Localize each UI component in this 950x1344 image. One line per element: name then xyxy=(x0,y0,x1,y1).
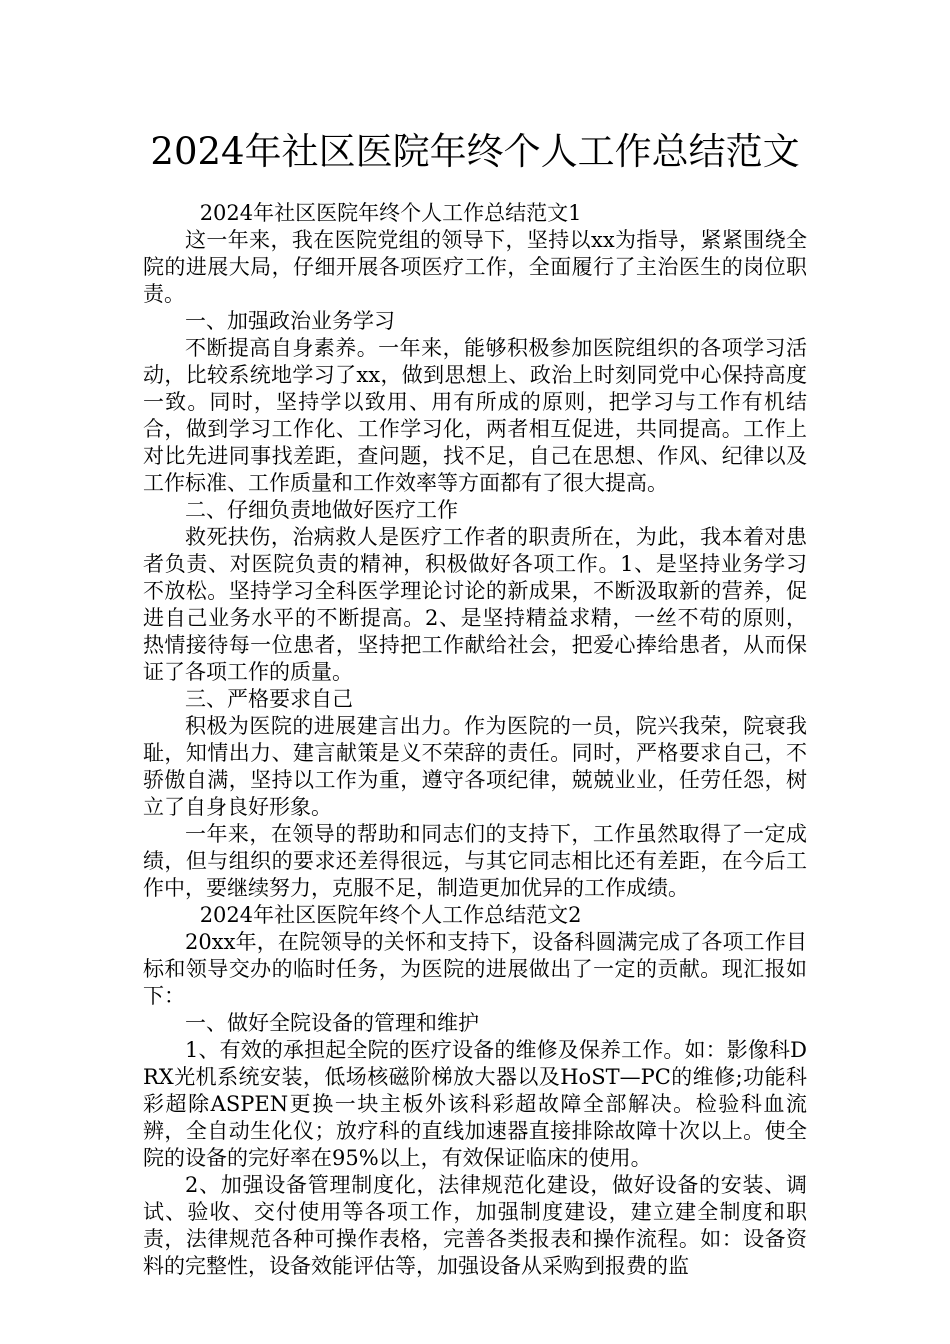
body-paragraph: 1、有效的承担起全院的医疗设备的维修及保养工作。如：影像科DRX光机系统安装，低场核磁阶梯放大器以及HoST—PC的维修;功能科彩超除ASPEN更换一块主板外该科彩超故障全部解决。检验科血流辨，全自动生化仪；放疗科的直线加速器直接排除故障十次以上。使全院的设备的完好率在95%以上，有效保证临床的使用。 xyxy=(143,1038,807,1170)
body-paragraph: 这一年来，我在医院党组的领导下，坚持以xx为指导，紧紧围绕全院的进展大局，仔细开展各项医疗工作，全面履行了主治医生的岗位职责。 xyxy=(143,228,807,306)
section-heading: 三、严格要求自己 xyxy=(185,687,353,711)
document-title: 2024年社区医院年终个人工作总结范文 xyxy=(150,130,800,173)
section-heading: 二、仔细负责地做好医疗工作 xyxy=(185,498,458,522)
body-paragraph: 20xx年，在院领导的关怀和支持下，设备科圆满完成了各项工作目标和领导交办的临时任务，为医院的进展做出了一定的贡献。现汇报如下： xyxy=(143,930,807,1008)
body-paragraph: 积极为医院的进展建言出力。作为医院的一员，院兴我荣，院衰我耻，知情出力、建言献策是义不荣辞的责任。同时，严格要求自己，不骄傲自满，坚持以工作为重，遵守各项纪律，兢兢业业，任劳任怨，树立了自身良好形象。 xyxy=(143,714,807,819)
document-body xyxy=(143,200,807,1280)
sample-subtitle: 2024年社区医院年终个人工作总结范文2 xyxy=(199,903,582,927)
body-paragraph: 一年来，在领导的帮助和同志们的支持下，工作虽然取得了一定成绩，但与组织的要求还差得很远，与其它同志相比还有差距，在今后工作中，要继续努力，克服不足，制造更加优异的工作成绩。 xyxy=(143,822,807,900)
body-paragraph: 不断提高自身素养。一年来，能够积极参加医院组织的各项学习活动，比较系统地学习了xx，做到思想上、政治上时刻同党中心保持高度一致。同时，坚持学以致用、用有所成的原则，把学习与工作有机结合，做到学习工作化、工作学习化，两者相互促进，共同提高。工作上对比先进同事找差距，查问题，找不足，自己在思想、作风、纪律以及工作标准、工作质量和工作效率等方面都有了很大提高。 xyxy=(143,336,807,495)
section-heading: 一、做好全院设备的管理和维护 xyxy=(185,1011,479,1035)
section-heading: 一、加强政治业务学习 xyxy=(185,309,395,333)
body-paragraph: 救死扶伤，治病救人是医疗工作者的职责所在，为此，我本着对患者负责、对医院负责的精神，积极做好各项工作。1、是坚持业务学习不放松。坚持学习全科医学理论讨论的新成果，不断汲取新的营养，促进自己业务水平的不断提高。2、是坚持精益求精，一丝不苟的原则，热情接待每一位患者，坚持把工作献给社会，把爱心捧给患者，从而保证了各项工作的质量。 xyxy=(143,525,807,684)
document-page xyxy=(143,128,807,1280)
sample-subtitle: 2024年社区医院年终个人工作总结范文1 xyxy=(199,201,582,225)
body-paragraph: 2、加强设备管理制度化，法律规范化建设，做好设备的安装、调试、验收、交付使用等各项工作，加强制度建设，建立建全制度和职责，法律规范各种可操作表格，完善各类报表和操作流程。如：设备资料的完整性，设备效能评估等，加强设备从采购到报费的监 xyxy=(143,1173,807,1278)
